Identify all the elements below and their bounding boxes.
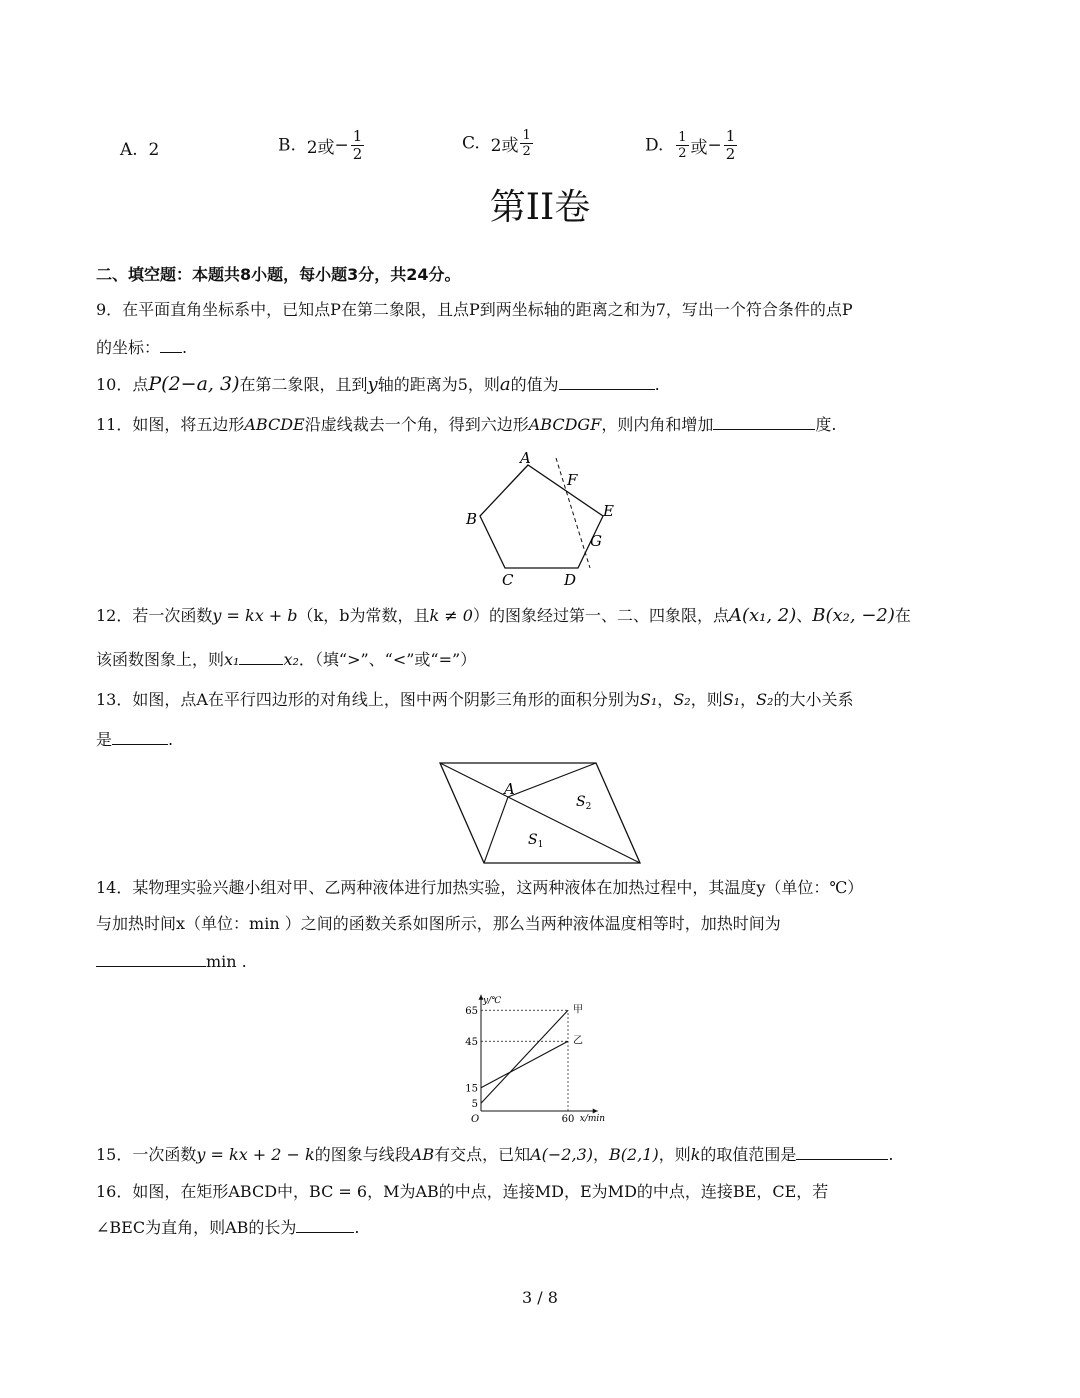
label-g: G (590, 532, 602, 550)
question-11: 11．如图，将五边形ABCDE沿虚线裁去一个角，得到六边形ABCDGF，则内角和增加 度. (96, 415, 837, 434)
series-line-1 (481, 1041, 568, 1088)
y-axis-label: y/℃ (483, 995, 502, 1006)
x-axis-label: x/min (579, 1114, 606, 1124)
label-a: A (504, 780, 515, 798)
option-b: B. 2或− $\frac{1}{2}$ (278, 127, 363, 163)
segment-a-bottom-left (484, 797, 508, 863)
label-c: C (502, 571, 514, 589)
question-10: 10．点P(2−a, 3)在第二象限，且到y轴的距离为5，则a的值为 . (96, 373, 660, 395)
label-d: D (564, 571, 577, 589)
label-a: A (520, 449, 531, 467)
question-12-line1: 12．若一次函数y = kx + b（k，b为常数，且k ≠ 0）的图象经过第一、二、四象限，点A(x₁, 2)、B(x₂, −2)在 (96, 605, 911, 626)
question-9-line2: 的坐标： . (96, 338, 188, 357)
question-16-line1: 16．如图，在矩形ABCD中，BC = 6，M为AB的中点，连接MD，E为MD的中点，连接BE，CE，若 (96, 1182, 829, 1201)
label-e: E (603, 502, 614, 520)
option-a: A. 2 (120, 140, 160, 160)
answer-blank[interactable] (713, 413, 815, 430)
label-b: B (466, 510, 478, 528)
label-s2: $S_2$ (576, 794, 592, 812)
label-f: F (567, 471, 578, 489)
y-tick-label-5: 5 (471, 1098, 478, 1110)
temperature-chart (455, 984, 620, 1129)
question-14-line1: 14．某物理实验兴趣小组对甲、乙两种液体进行加热实验，这两种液体在加热过程中，其温度y（单位：℃） (96, 878, 864, 897)
question-13-line1: 13．如图，点A在平行四边形的对角线上，图中两个阴影三角形的面积分别为S₁，S₂，则S₁，S₂的大小关系 (96, 690, 854, 709)
segment-a-top-right (508, 763, 596, 797)
origin-label: O (471, 1114, 480, 1125)
question-15: 15．一次函数y = kx + 2 − k的图象与线段AB有交点，已知A(−2,3)，B(2,1)，则k的取值范围是 . (96, 1145, 894, 1164)
fraction: $\frac{1}{2}$ (522, 128, 531, 159)
option-c: C. 2或 $\frac{1}{2}$ (462, 128, 531, 159)
parallelogram-figure (436, 758, 646, 868)
section-header: 二、填空题：本题共8小题，每小题3分，共24分。 (96, 265, 461, 284)
section-title: 第II卷 (489, 187, 591, 228)
pentagon-figure (460, 448, 630, 593)
answer-blank[interactable] (112, 728, 168, 745)
answer-blank[interactable] (160, 336, 182, 353)
answer-blank[interactable] (96, 950, 206, 967)
answer-blank[interactable] (239, 648, 283, 665)
answer-blank[interactable] (559, 373, 655, 390)
question-13-line2: 是 . (96, 730, 174, 749)
question-14-line2: 与加热时间x（单位：min ）之间的函数关系如图所示，那么当两种液体温度相等时，加热时间为 (96, 914, 781, 933)
x-tick-label-60: 60 (561, 1114, 575, 1125)
series-line-0 (481, 1010, 568, 1103)
fraction: $\frac{1}{2}$ (678, 130, 687, 161)
series-label-0: 甲 (573, 1004, 583, 1016)
answer-blank[interactable] (796, 1143, 888, 1160)
series-label-1: 乙 (573, 1035, 583, 1047)
question-14-line3: min . (96, 950, 247, 974)
y-tick-label-65: 65 (465, 1005, 478, 1017)
option-d: D. $\frac{1}{2}$ 或− $\frac{1}{2}$ (645, 127, 736, 163)
question-16-line2: ∠BEC为直角，则AB的长为 . (96, 1218, 360, 1237)
question-9-line1: 9．在平面直角坐标系中，已知点P在第二象限，且点P到两坐标轴的距离之和为7，写出一个符合条件的点P (96, 300, 853, 319)
pentagon-shape (480, 465, 603, 568)
answer-blank[interactable] (296, 1216, 354, 1233)
y-tick-label-45: 45 (465, 1036, 478, 1048)
y-tick-label-15: 15 (465, 1083, 478, 1095)
label-s1: $S_1$ (528, 832, 544, 850)
x-axis-arrow (593, 1109, 598, 1114)
page-number: 3 / 8 (522, 1288, 558, 1307)
fraction: $\frac{1}{2}$ (352, 127, 363, 163)
fraction: $\frac{1}{2}$ (725, 127, 736, 163)
question-12-line2: 该函数图象上，则x₁ x₂．（填“>”、“<”或“=”） (96, 650, 477, 669)
